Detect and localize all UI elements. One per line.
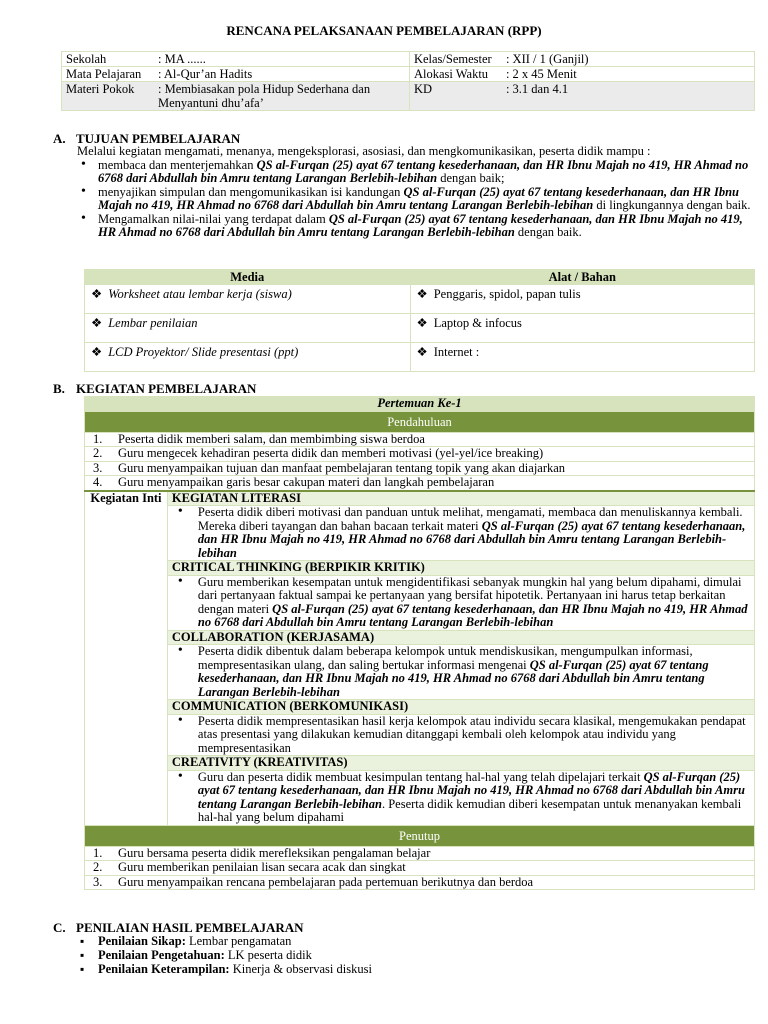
tujuan-item-3-emph: QS al-Furqan (25) ayat 67 tentang kesederhanaan, dan HR Ibnu Majah no 419, HR Ahmad no 6768 dari Abdullah bin Amru tentang Larangan Berlebih-lebihan: [98, 211, 743, 239]
media-item-1: [85, 285, 411, 314]
penutup-item-1: [85, 846, 755, 861]
section-b-letter: B.: [53, 381, 65, 396]
sekolah-label: Sekolah: [66, 52, 107, 66]
penilaian-item-3: [77, 962, 757, 976]
critical-heading: CRITICAL THINKING (BERPIKIR KRITIK): [167, 561, 754, 576]
media-item-2-text: Lembar penilaian: [108, 316, 198, 330]
penutup-item-3-text: Guru menyampaikan rencana pembelajaran pada pertemuan berikutnya dan berdoa: [118, 874, 534, 889]
section-b-title: KEGIATAN PEMBELAJARAN: [76, 381, 257, 396]
alat-item-1-text: Penggaris, spidol, papan tulis: [433, 287, 581, 301]
diamond-bullet-icon: ❖: [416, 287, 428, 301]
penutup-item-1-number: 1.: [93, 845, 103, 860]
tujuan-item-3-text: Mengamalkan nilai-nilai yang terdapat dalam: [98, 211, 329, 226]
critical-text: [172, 576, 750, 630]
tujuan-item-3: [77, 213, 757, 240]
penilaian-item-1: [77, 934, 757, 948]
kelas-cell: [409, 52, 754, 67]
pertemuan-row: Pertemuan Ke-1: [85, 397, 755, 412]
penutup-row: Penutup: [85, 825, 755, 846]
literasi-text-emph: QS al-Furqan (25) ayat 67 tentang kesederhanaan, dan HR Ibnu Majah no 419, HR Ahmad no 6768 dari Abdullah bin Amru tentang Larangan Berlebih-lebihan: [197, 518, 746, 560]
diamond-bullet-icon: ❖: [416, 316, 428, 330]
section-b-heading: [53, 381, 256, 397]
tujuan-item-1: [77, 159, 757, 186]
tujuan-item-2: [77, 186, 757, 213]
penutup-item-2: [85, 861, 755, 876]
penilaian-item-3-label: Penilaian Keterampilan:: [98, 962, 230, 976]
tujuan-intro: Melalui kegiatan mengamati, menanya, mengeksplorasi, asosiasi, dan mengkomunikasikan, peserta didik mampu :: [77, 144, 651, 158]
alokasi-label: Alokasi Waktu: [413, 67, 489, 81]
section-a-letter: A.: [53, 131, 66, 146]
tujuan-item-2-end: di lingkungannya dengan baik.: [593, 198, 751, 212]
media-item-2: [85, 314, 411, 343]
penilaian-item-3-value: Kinerja & observasi diskusi: [229, 962, 372, 976]
penutup-item-3: [85, 875, 755, 890]
creativity-text-emph: QS al-Furqan (25) ayat 67 tentang kesederhanaan, dan HR Ibnu Majah no 419, HR Ahmad no 6768 dari Abdullah bin Amru tentang Larangan Berlebih-lebihan: [197, 769, 745, 811]
collaboration-text-plain: Peserta didik dibentuk dalam beberapa kelompok untuk mendiskusikan, mengumpulkan informasi, mempresentasikan ulang, dan saling bertukar informasi mengenai: [197, 644, 693, 672]
pendahuluan-item-4-number: 4.: [93, 475, 103, 489]
tujuan-item-1-end: dengan baik;: [437, 171, 505, 185]
critical-text-plain: Guru memberikan kesempatan untuk mengidentifikasi sebanyak mungkin hal yang belum dipahami, dimulai dari pertanyaan faktual sampai ke pertanyaan yang bersifat hipotetik. Pertanyaan ini harus tetap berkaitan dengan materi: [197, 574, 742, 616]
section-c-letter: C.: [53, 920, 66, 935]
kegiatan-inti-label: Kegiatan Inti: [85, 491, 168, 826]
penutup-item-2-text: Guru memberikan penilaian lisan secara acak dan singkat: [118, 860, 406, 874]
tujuan-item-3-end: dengan baik.: [514, 225, 582, 239]
penilaian-item-2-label: Penilaian Pengetahuan:: [98, 948, 225, 962]
diamond-bullet-icon: ❖: [91, 345, 103, 359]
kelas-value: : XII / 1 (Ganjil): [505, 52, 589, 66]
document-title: RENCANA PELAKSANAAN PEMBELAJARAN (RPP): [226, 23, 542, 38]
sekolah-cell: [62, 52, 410, 67]
creativity-item: [167, 770, 754, 825]
kd-cell: [409, 82, 754, 111]
tujuan-item-2-emph: QS al-Furqan (25) ayat 67 tentang kesederhanaan, dan HR Ibnu Majah no 419, HR Ahmad no 6768 dari Abdullah bin Amru tentang Larangan Berlebih-lebihan: [98, 184, 739, 212]
pendahuluan-item-4-text: Guru menyampaikan garis besar cakupan materi dan langkah pembelajaran: [118, 475, 495, 489]
kelas-label: Kelas/Semester: [413, 52, 492, 66]
alat-item-2: [410, 314, 754, 343]
critical-text-emph: QS al-Furqan (25) ayat 67 tentang kesederhanaan, dan HR Ibnu Majah no 419, HR Ahmad no 6768 dari Abdullah bin Amru tentang Larangan Berlebih-lebihan: [197, 601, 748, 629]
communication-item: [167, 714, 754, 756]
media-item-3: [85, 343, 411, 372]
sekolah-value: : MA ......: [158, 52, 206, 66]
mapel-value: : Al-Qur’an Hadits: [158, 67, 253, 81]
media-table: [84, 269, 755, 372]
penutup-item-1-text: Guru bersama peserta didik merefleksikan pengalaman belajar: [118, 845, 431, 860]
creativity-text: [172, 771, 750, 825]
collaboration-text: [172, 645, 750, 699]
penilaian-item-2: [77, 948, 757, 962]
tujuan-item-1-text: membaca dan menterjemahkan: [98, 157, 257, 172]
collaboration-item: [167, 645, 754, 700]
section-a-title: TUJUAN PEMBELAJARAN: [76, 131, 241, 146]
kd-label: KD: [413, 82, 433, 96]
penutup-item-3-number: 3.: [93, 874, 103, 889]
pendahuluan-item-2: [85, 447, 755, 462]
pendahuluan-item-2-text: Guru mengecek kehadiran peserta didik dan memberi motivasi (yel-yel/ice breaking): [118, 446, 544, 460]
tujuan-block: [77, 145, 757, 240]
pendahuluan-row: Pendahuluan: [85, 411, 755, 432]
penilaian-list: [77, 934, 757, 976]
penilaian-item-1-value: Lembar pengamatan: [185, 934, 292, 948]
alokasi-value: : 2 x 45 Menit: [505, 67, 577, 81]
penilaian-block: [77, 934, 757, 976]
pendahuluan-item-3-text: Guru menyampaikan tujuan dan manfaat pembelajaran tentang topik yang akan diajarkan: [118, 460, 566, 475]
alat-item-1: [410, 285, 754, 314]
tujuan-list: [77, 159, 757, 240]
alokasi-cell: [409, 67, 754, 82]
section-c-title: PENILAIAN HASIL PEMBELAJARAN: [76, 920, 304, 935]
critical-item: [167, 575, 754, 630]
media-header: Media: [85, 270, 411, 285]
alat-item-3: [410, 343, 754, 372]
mapel-cell: [62, 67, 410, 82]
alat-item-3-text: Internet :: [433, 345, 480, 359]
alat-header: Alat / Bahan: [410, 270, 754, 285]
diamond-bullet-icon: ❖: [91, 316, 103, 330]
literasi-text: [172, 506, 750, 560]
pendahuluan-item-1-text: Peserta didik memberi salam, dan membimbing siswa berdoa: [118, 431, 425, 446]
creativity-heading: CREATIVITY (KREATIVITAS): [167, 756, 754, 771]
tujuan-item-1-emph: QS al-Furqan (25) ayat 67 tentang kesederhanaan, dan HR Ibnu Majah no 419, HR Ahmad no 6768 dari Abdullah bin Amru tentang Larangan Berlebih-lebihan: [98, 157, 749, 185]
communication-text: • Peserta didik mempresentasikan hasil kerja kelompok atau individu secara klasikal, mengemukakan pendapat atas presentasi yang dilakukan kemudian ditanggapi kembali oleh kelompok atau individu yang mempresentasikan: [172, 715, 750, 756]
literasi-heading: KEGIATAN LITERASI: [167, 491, 754, 506]
pendahuluan-item-4: [85, 476, 755, 491]
pendahuluan-item-1: [85, 432, 755, 447]
mapel-label: Mata Pelajaran: [66, 67, 142, 81]
pendahuluan-item-3: [85, 461, 755, 476]
literasi-item: [167, 506, 754, 561]
materi-cell: [62, 82, 410, 111]
materi-value: : Membiasakan pola Hidup Sederhana dan Menyantuni dhu’afa’: [158, 82, 371, 110]
alat-item-2-text: Laptop & infocus: [433, 316, 522, 330]
media-item-3-text: LCD Proyektor/ Slide presentasi (ppt): [108, 345, 299, 359]
kegiatan-table: [84, 396, 755, 890]
kd-value: : 3.1 dan 4.1: [505, 82, 569, 96]
identity-table: [61, 51, 755, 111]
pendahuluan-item-1-number: 1.: [93, 431, 103, 446]
communication-heading: COMMUNICATION (BERKOMUNIKASI): [167, 700, 754, 715]
penutup-item-2-number: 2.: [93, 860, 103, 874]
penilaian-item-1-label: Penilaian Sikap:: [98, 934, 186, 948]
penilaian-item-2-value: LK peserta didik: [224, 948, 312, 962]
diamond-bullet-icon: ❖: [416, 345, 428, 359]
creativity-text-end: . Peserta didik kemudian diberi kesempatan untuk menanyakan kembali hal-hal yang belum dipahami: [197, 796, 742, 824]
pendahuluan-item-2-number: 2.: [93, 446, 103, 460]
literasi-text-plain: Peserta didik diberi motivasi dan panduan untuk melihat, mengamati, membaca dan menuliskannya kembali. Mereka diberi tayangan dan bahan bacaan terkait materi: [197, 505, 743, 533]
collaboration-heading: COLLABORATION (KERJASAMA): [167, 630, 754, 645]
media-item-1-text: Worksheet atau lembar kerja (siswa): [108, 287, 292, 301]
materi-label: Materi Pokok: [66, 82, 135, 96]
diamond-bullet-icon: ❖: [91, 287, 103, 301]
collaboration-text-emph: QS al-Furqan (25) ayat 67 tentang kesederhanaan, dan HR Ibnu Majah no 419, HR Ahmad no 6768 dari Abdullah bin Amru tentang Larangan Berlebih-lebihan: [197, 657, 709, 699]
creativity-text-plain: Guru dan peserta didik membuat kesimpulan tentang hal-hal yang telah dipelajari terkait: [197, 769, 644, 784]
pendahuluan-item-3-number: 3.: [93, 460, 103, 475]
tujuan-item-2-text: menyajikan simpulan dan mengomunikasikan isi kandungan: [98, 184, 404, 199]
